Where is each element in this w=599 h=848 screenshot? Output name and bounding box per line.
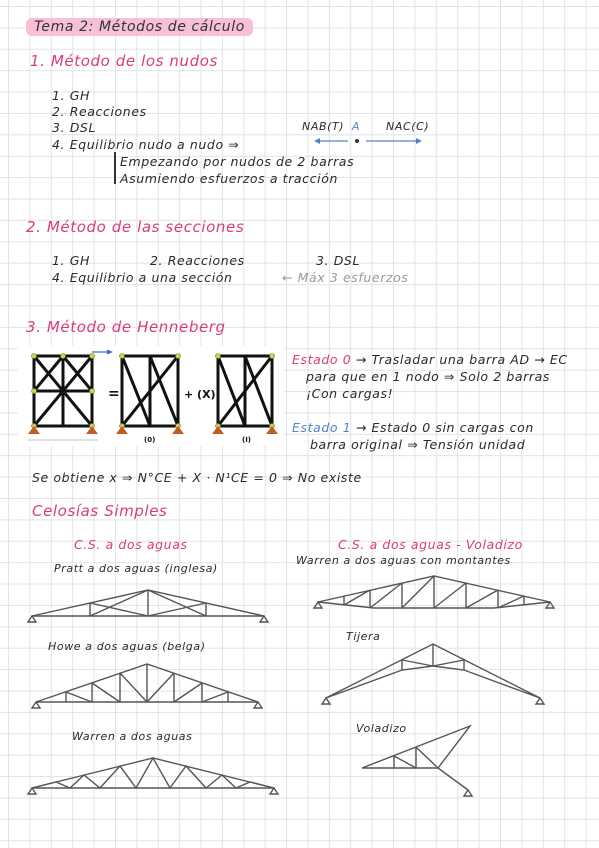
section1-item-4: 4. Equilibrio nudo a nudo ⇒: [52, 137, 240, 152]
truss-howe-diagram: [32, 660, 262, 710]
truss-pratt-diagram: [28, 586, 270, 626]
truss-label-tijera: Tijera: [346, 630, 381, 643]
henneberg-figure: [18, 346, 284, 446]
truss-tijera-diagram: [322, 640, 544, 706]
plus-x-label: + (X): [184, 388, 216, 401]
truss-warren-diagram: [28, 754, 278, 796]
truss-label-howe: Howe a dos aguas (belga): [48, 640, 206, 653]
truss-warren-montantes-diagram: [314, 572, 554, 616]
section1-heading: 1. Método de los nudos: [30, 52, 218, 70]
section2-item-3: 3. DSL: [316, 253, 361, 268]
result-equation: Se obtiene x ⇒ N°CE + X · N¹CE = 0 ⇒ No existe: [32, 470, 362, 485]
estado1-line-1: Estado 1 → Estado 0 sin cargas con: [292, 420, 534, 435]
truss-voladizo-diagram: [358, 724, 476, 798]
note-bracket: [114, 152, 116, 184]
section2-item-4: 4. Equilibrio a una sección: [52, 270, 233, 285]
section1-item-1: 1. GH: [52, 88, 90, 103]
node-diagram-right-label: NAC(C): [386, 120, 430, 133]
section1-item-3: 3. DSL: [52, 120, 97, 135]
truss-label-pratt: Pratt a dos aguas (inglesa): [54, 562, 218, 575]
section1-note-2: Asumiendo esfuerzos a tracción: [120, 171, 338, 186]
section1-item-2: 2. Reacciones: [52, 104, 147, 119]
estado0-line-2: para que en 1 nodo ⇒ Solo 2 barras: [306, 369, 551, 384]
col-left-title: C.S. a dos aguas: [74, 537, 188, 552]
section2-heading: 2. Método de las secciones: [26, 218, 245, 236]
equals-sign: =: [108, 386, 120, 402]
node-diagram-left-label: NAB(T): [302, 120, 345, 133]
estado1-line-2: barra original ⇒ Tensión unidad: [310, 437, 526, 452]
truss-label-voladizo: Voladizo: [356, 722, 407, 735]
celosias-heading: Celosías Simples: [32, 502, 168, 520]
estado0-line-1: Estado 0 → Trasladar una barra AD → EC: [292, 352, 568, 367]
state1-label: (I): [242, 436, 252, 444]
col-right-title: C.S. a dos aguas - Voladizo: [338, 537, 523, 552]
section1-note-1: Empezando por nudos de 2 barras: [120, 154, 355, 169]
section2-item-2: 2. Reacciones: [150, 253, 245, 268]
section2-item-1: 1. GH: [52, 253, 90, 268]
state0-label: (0): [144, 436, 156, 444]
section2-note: ← Máx 3 esfuerzos: [282, 270, 409, 285]
estado0-line-3: ¡Con cargas!: [306, 386, 394, 401]
node-diagram: [308, 134, 438, 148]
page-title: Tema 2: Métodos de cálculo: [26, 16, 253, 35]
truss-label-warren-montantes: Warren a dos aguas con montantes: [296, 554, 511, 567]
node-diagram-center-label: A: [352, 120, 361, 133]
section3-heading: 3. Método de Henneberg: [26, 318, 226, 336]
truss-label-warren: Warren a dos aguas: [72, 730, 193, 743]
